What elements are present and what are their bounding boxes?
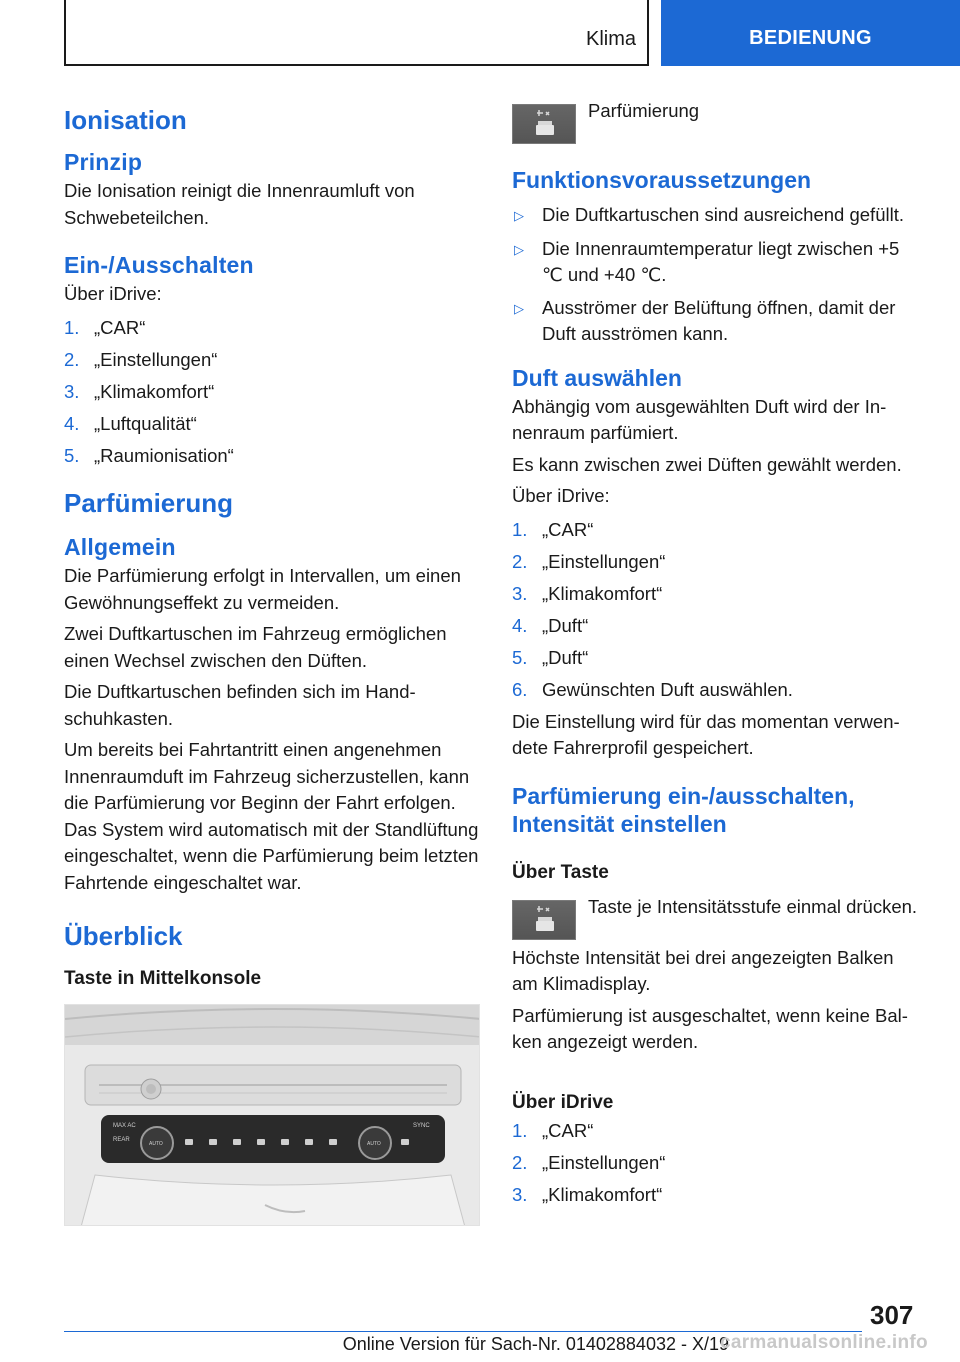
step-number: 6.	[512, 678, 528, 700]
bullet-text: Ausströmer der Belüftung öffnen, damit der Duft ausströmen kann.	[542, 296, 896, 344]
text-allgemein-2: Zwei Duftkartuschen im Fahrzeug ermöglichen einen Wechsel zwischen den Düften.	[64, 623, 447, 671]
header-chapter-tab[interactable]: BEDIENUNG	[661, 0, 960, 66]
auto-label-left: AUTO	[149, 1141, 163, 1147]
footer-version-text: Online Version für Sach-Nr. 01402884032 - X/19	[342, 1334, 729, 1354]
step-text: „Duft“	[542, 614, 589, 636]
list-item	[512, 236, 920, 289]
text-allgemein-3: Die Duftkartuschen befinden sich im Handschuhkasten.	[64, 681, 416, 729]
left-column	[64, 100, 482, 1226]
step-number: 4.	[512, 614, 528, 636]
step-text: „Einstellungen“	[94, 348, 218, 370]
step-number: 1.	[64, 316, 80, 338]
watermark-logo: carmanualsonline.info	[720, 1332, 928, 1353]
duft-steps	[512, 517, 920, 704]
heading-ionisation: Ionisation	[64, 105, 187, 135]
text-allgemein-4: Um bereits bei Fahrtantritt einen angenehmen Innenraumduft im Fahrzeug sicherzustellen, kann die Parfümierung vor Beginn der Fahrt erfolgen. Das System wird automatisch mit der Standlüftung eingeschaltet, wenn die Parfümierung beim letzten Fahrtende eingeschaltet war.	[64, 739, 479, 893]
step-number: 1.	[512, 1119, 528, 1141]
list-item	[64, 411, 482, 438]
maxac-label: MAX AC	[113, 1123, 136, 1129]
heading-prinzip: Prinzip	[64, 149, 143, 175]
list-item	[512, 1182, 920, 1209]
step-text: „Einstellungen“	[542, 1151, 666, 1173]
text-taste-druecken: Taste je Intensitätsstufe einmal drücken.	[588, 895, 918, 917]
page-number: 307	[870, 1300, 914, 1330]
step-text: „CAR“	[542, 518, 594, 540]
center-console-photo	[64, 1004, 480, 1226]
heading-parfuemierung: Parfümierung	[64, 488, 234, 518]
triangle-bullet-icon: ▷	[514, 208, 524, 223]
step-number: 3.	[64, 380, 80, 402]
idrive-steps	[512, 1118, 920, 1209]
heading-ein-ausschalten-intensitaet: Parfümierung ein-/ausschalten, Intensität einstellen	[512, 782, 855, 837]
list-item	[64, 379, 482, 406]
step-number: 4.	[64, 412, 80, 434]
list-item	[64, 347, 482, 374]
triangle-bullet-icon: ▷	[514, 300, 524, 316]
heading-ein-ausschalten: Ein-/Ausschalten	[64, 252, 254, 278]
step-text: „Klimakomfort“	[542, 1183, 663, 1205]
header-section-title: Klima	[585, 28, 636, 50]
step-number: 3.	[512, 1183, 528, 1205]
right-column	[512, 100, 920, 1214]
step-number: 1.	[512, 518, 528, 540]
list-item	[512, 613, 920, 640]
list-item	[512, 517, 920, 544]
list-item	[512, 581, 920, 608]
taste-icon-row	[512, 886, 920, 940]
parfuemierung-icon-row	[512, 96, 920, 144]
heading-duft-auswaehlen: Duft auswählen	[512, 364, 682, 391]
center-console-illustration	[65, 1005, 480, 1226]
bullet-text: Die Duftkartuschen sind ausreichend gefüllt.	[542, 204, 904, 225]
step-number: 2.	[512, 550, 528, 572]
step-text: „CAR“	[94, 316, 146, 338]
step-text: „Luftqualität“	[94, 412, 197, 434]
list-item	[512, 1150, 920, 1177]
step-number: 2.	[512, 1151, 528, 1173]
text-allgemein-1: Die Parfümierung erfolgt in Intervallen, um einen Gewöhnungseffekt zu vermeiden.	[64, 565, 461, 613]
step-number: 3.	[512, 582, 528, 604]
step-number: 2.	[64, 348, 80, 370]
step-text: „Klimakomfort“	[94, 380, 215, 402]
text-prinzip: Die Ionisation reinigt die Innenraumluft von Schwebeteilchen.	[64, 180, 415, 228]
list-item	[512, 202, 920, 230]
step-text: „Einstellungen“	[542, 550, 666, 572]
heading-funktionsvoraussetzungen: Funktionsvoraussetzungen	[512, 167, 812, 193]
perfume-button-icon[interactable]	[512, 900, 576, 940]
step-text: „CAR“	[542, 1119, 594, 1141]
list-item	[512, 645, 920, 672]
step-text: „Raumionisation“	[94, 444, 234, 466]
list-item	[64, 443, 482, 470]
text-fahrerprofil: Die Einstellung wird für das momentan verwendete Fahrerprofil gespeichert.	[512, 710, 900, 758]
step-text: „Klimakomfort“	[542, 582, 663, 604]
requirements-list	[512, 202, 920, 348]
sync-label: SYNC	[413, 1123, 430, 1129]
heading-ueber-taste: Über Taste	[512, 861, 609, 883]
list-item	[64, 315, 482, 342]
heading-ueberblick: Überblick	[64, 921, 183, 951]
step-text: Gewünschten Duft auswählen.	[542, 678, 793, 700]
list-item	[512, 677, 920, 704]
text-duft-2: Es kann zwischen zwei Düften gewählt werden.	[512, 453, 902, 475]
text-ausgeschaltet: Parfümierung ist ausgeschaltet, wenn keine Balken angezeigt werden.	[512, 1004, 908, 1052]
ionisation-steps	[64, 315, 482, 470]
rear-label: REAR	[113, 1137, 130, 1143]
heading-allgemein: Allgemein	[64, 534, 176, 560]
icon-label-parfuemierung: Parfümierung	[588, 100, 700, 121]
step-text: „Duft“	[542, 646, 589, 668]
text-duft-1: Abhängig vom ausgewählten Duft wird der Innenraum parfümiert.	[512, 395, 887, 443]
list-item	[512, 295, 920, 348]
text-hoechste-intensitaet: Höchste Intensität bei drei angezeigten Balken am Klimadisplay.	[512, 946, 894, 994]
step-number: 5.	[64, 444, 80, 466]
list-item	[512, 549, 920, 576]
perfume-button-icon[interactable]	[512, 104, 576, 144]
heading-taste-mittelkonsole: Taste in Mittelkonsole	[64, 968, 262, 989]
text-ueber-idrive: Über iDrive:	[64, 283, 162, 304]
auto-label-right: AUTO	[367, 1141, 381, 1147]
list-item	[512, 1118, 920, 1145]
heading-ueber-idrive: Über iDrive	[512, 1091, 614, 1113]
bullet-text: Die Innenraumtemperatur liegt zwischen +5 ℃ und +40 ℃.	[542, 237, 900, 285]
step-number: 5.	[512, 646, 528, 668]
text-ueber-idrive-2: Über iDrive:	[512, 485, 610, 506]
triangle-bullet-icon: ▷	[514, 241, 524, 257]
